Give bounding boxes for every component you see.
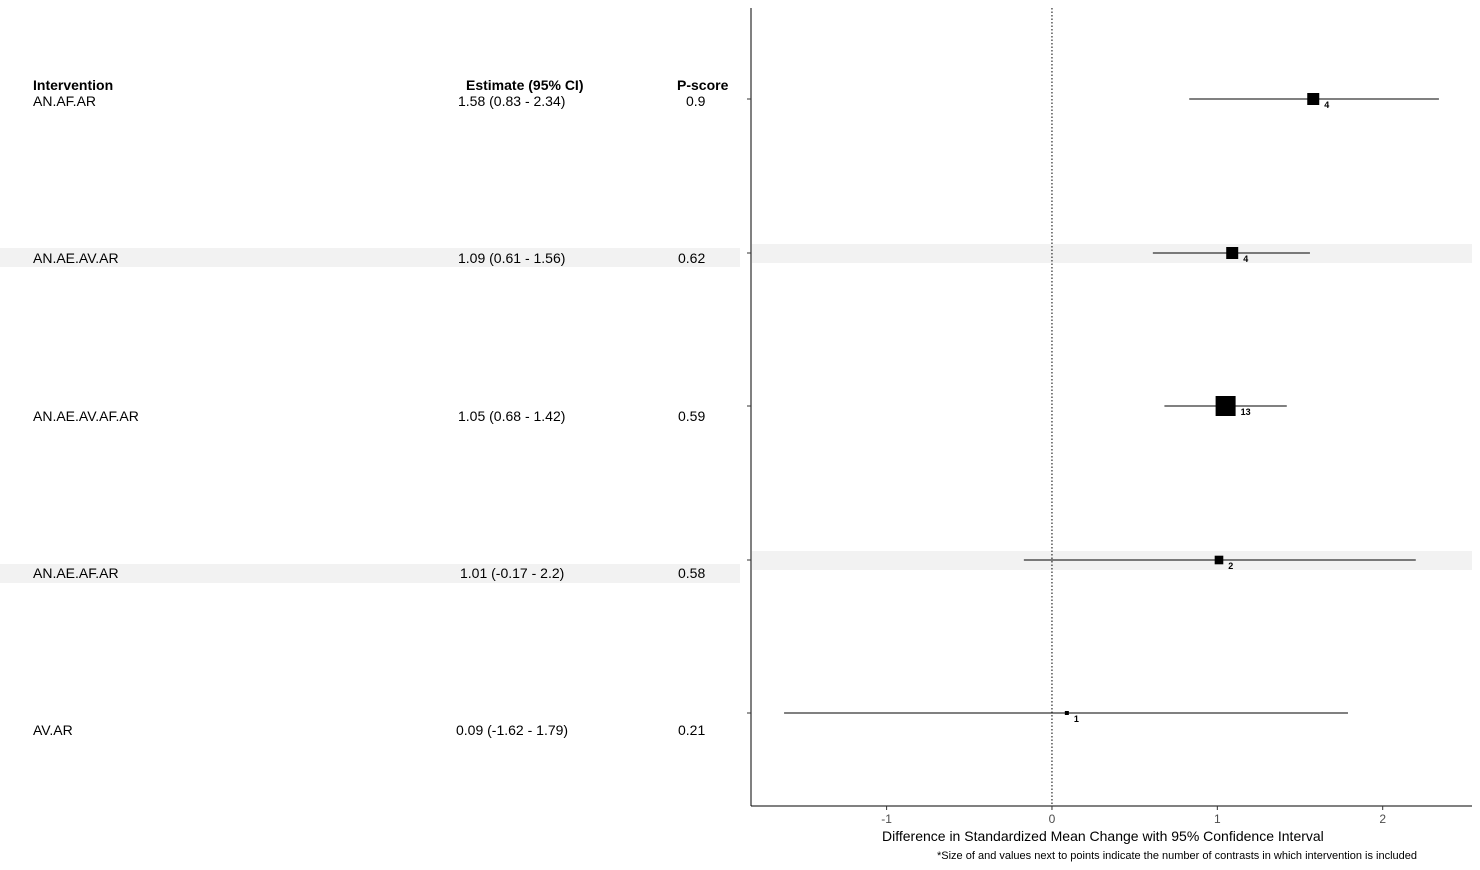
x-tick-label: 0 bbox=[1048, 812, 1056, 826]
header-intervention: Intervention bbox=[33, 77, 114, 93]
n-contrasts-label: 2 bbox=[1228, 561, 1234, 571]
row-pscore: 0.62 bbox=[678, 250, 706, 266]
row-pscore: 0.21 bbox=[678, 722, 706, 738]
row-estimate: 1.09 (0.61 - 1.56) bbox=[458, 250, 566, 266]
row-intervention: AN.AE.AV.AR bbox=[33, 250, 119, 266]
point-estimate bbox=[1065, 711, 1069, 715]
x-tick-label: -1 bbox=[881, 812, 892, 826]
point-estimate bbox=[1215, 556, 1224, 565]
row-estimate: 0.09 (-1.62 - 1.79) bbox=[456, 722, 569, 738]
row-pscore: 0.59 bbox=[678, 408, 706, 424]
n-contrasts-label: 4 bbox=[1324, 100, 1330, 110]
row-intervention: AN.AF.AR bbox=[33, 93, 97, 109]
header-estimate: Estimate (95% CI) bbox=[466, 77, 584, 93]
row-estimate: 1.58 (0.83 - 2.34) bbox=[458, 93, 566, 109]
n-contrasts-label: 13 bbox=[1240, 407, 1251, 417]
row-intervention: AN.AE.AF.AR bbox=[33, 565, 119, 581]
point-estimate bbox=[1226, 247, 1238, 259]
row-intervention: AV.AR bbox=[33, 722, 73, 738]
x-tick-label: 2 bbox=[1379, 812, 1387, 826]
footnote: *Size of and values next to points indicate the number of contrasts in which intervention is included bbox=[937, 850, 1417, 862]
row-pscore: 0.9 bbox=[686, 93, 706, 109]
n-contrasts-label: 4 bbox=[1243, 254, 1249, 264]
row-estimate: 1.05 (0.68 - 1.42) bbox=[458, 408, 566, 424]
x-tick-label: 1 bbox=[1213, 812, 1221, 826]
row-estimate: 1.01 (-0.17 - 2.2) bbox=[460, 565, 565, 581]
point-estimate bbox=[1216, 396, 1236, 416]
header-pscore: P-score bbox=[677, 77, 729, 93]
row-pscore: 0.58 bbox=[678, 565, 706, 581]
row-intervention: AN.AE.AV.AF.AR bbox=[33, 408, 139, 424]
x-axis-title: Difference in Standardized Mean Change with 95% Confidence Interval bbox=[882, 828, 1324, 844]
point-estimate bbox=[1307, 93, 1319, 105]
n-contrasts-label: 1 bbox=[1073, 714, 1079, 724]
